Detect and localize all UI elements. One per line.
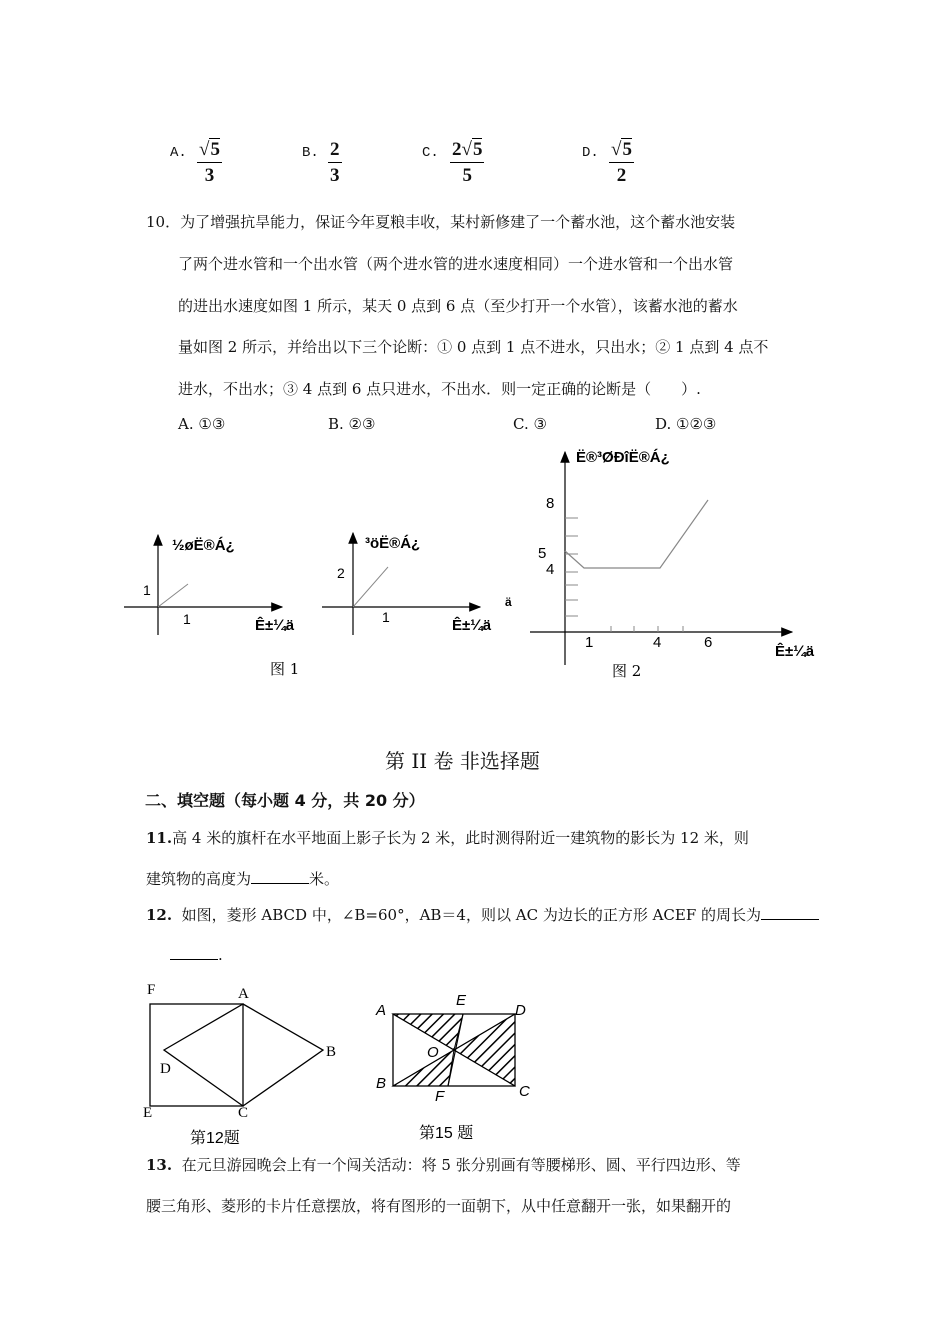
q13-line-1: 13. 在元旦游园晚会上有一个闯关活动：将 5 张分别画有等腰梯形、圆、平行四边形、等 [146, 1156, 741, 1174]
q10-line-5: 进水，不出水；③ 4 点到 6 点只进水，不出水．则一定正确的论断是（ ）. [178, 380, 701, 398]
fig1b-line [353, 567, 388, 607]
fig2-storage-chart [530, 449, 815, 665]
label-E: E [143, 1105, 153, 1121]
q12-line-1: 12. 如图，菱形 ABCD 中，∠B=60°，AB＝4，则以 AC 为边长的正方形 ACEF 的周长为 [146, 905, 819, 925]
label-D: D [515, 1002, 526, 1019]
square-acef [150, 1004, 243, 1106]
label-F: F [435, 1088, 445, 1105]
fig2-x-tick-6: 6 [704, 634, 713, 651]
q10-line-2: 了两个进水管和一个出水管（两个进水管的进水速度相同）一个进水管和一个出水管 [178, 255, 734, 273]
fig1-caption: 图 1 [270, 660, 300, 678]
shaded-region-right [454, 1014, 515, 1086]
geometry-figures [0, 970, 950, 1150]
q13-number: 13. [146, 1156, 173, 1174]
q9-option-b-fraction: $\frac{2}{3}$ [330, 139, 340, 186]
q12-answer-blank-2 [170, 959, 218, 960]
q13-line-2: 腰三角形、菱形的卡片任意摆放，将有图形的一面朝下，从中任意翻开一张，如果翻开的 [146, 1197, 732, 1215]
fig2-y-tick-5: 5 [538, 545, 547, 562]
q11-line-2: 建筑物的高度为 米。 [146, 870, 340, 888]
figure-12-caption: 第12题 [190, 1130, 240, 1147]
q10-option-b: B. ②③ [328, 415, 376, 433]
q10-option-a: A. ①③ [178, 415, 226, 433]
q10-option-c: C. ③ [513, 415, 547, 433]
q10-line-3: 的进出水速度如图 1 所示，某天 0 点到 6 点（至少打开一个水管），该蓄水池的蓄水 [178, 297, 738, 315]
label-A: A [238, 986, 249, 1002]
label-D: D [160, 1061, 171, 1077]
fig1a-x-label: Ê±¼ä [255, 617, 295, 634]
q11-answer-blank [251, 883, 309, 884]
label-E: E [456, 992, 467, 1009]
label-F: F [147, 982, 156, 998]
fig1a-inflow-chart [124, 535, 295, 635]
label-A: A [376, 1002, 387, 1019]
fig2-storage-line [565, 500, 708, 568]
fig1b-stray-glyph: ä [505, 595, 512, 609]
fig2-x-tick-4: 4 [653, 634, 662, 651]
q9-option-b-letter: B. [302, 145, 319, 161]
q9-option-d-letter: D. [582, 145, 599, 161]
fig1a-x-tick: 1 [183, 611, 191, 627]
q9-option-d-fraction: $\frac{√5}{2}$ [611, 139, 632, 186]
q12-line-2: . [170, 945, 223, 965]
q10-option-d: D. ①②③ [655, 415, 717, 433]
fig2-caption: 图 2 [612, 662, 642, 680]
fig1a-y-label: ½øË®Á¿ [172, 537, 235, 554]
fig2-x-label: Ê±¼ä [775, 643, 815, 660]
q11-number: 11. [146, 829, 173, 847]
figure-12-rhombus-square [143, 982, 336, 1147]
part-ii-title: 第 II 卷 非选择题 [385, 749, 540, 773]
fig1a-y-tick: 1 [143, 582, 151, 598]
fig2-y-label: Ë®³ØÐîË®Á¿ [576, 449, 670, 466]
fig1b-y-label: ³öË®Á¿ [365, 535, 421, 552]
fig2-y-tick-4: 4 [546, 561, 555, 578]
label-B: B [326, 1044, 337, 1060]
q10-figures [0, 440, 950, 690]
q11-line-1: 11.高 4 米的旗杆在水平地面上影子长为 2 米，此时测得附近一建筑物的影长为 12 米，则 [146, 829, 749, 847]
q9-option-c-fraction: $\frac{2√5}{5}$ [452, 139, 483, 186]
figure-15-rectangle [375, 992, 530, 1142]
label-B: B [376, 1075, 387, 1092]
fig2-y-tick-8: 8 [546, 495, 555, 512]
fig1b-x-tick: 1 [382, 609, 390, 625]
fig1b-outflow-chart [322, 533, 512, 635]
label-O: O [427, 1044, 439, 1061]
q9-option-a-fraction: $\frac{√5}{3}$ [199, 139, 220, 186]
fig1a-line [158, 584, 188, 607]
q9-option-a-letter: A. [170, 145, 187, 161]
label-C: C [238, 1105, 249, 1121]
q12-number: 12. [146, 906, 173, 924]
fig2-x-tick-1: 1 [585, 634, 594, 651]
q12-answer-blank-1 [761, 919, 819, 920]
label-C: C [519, 1083, 530, 1100]
fig1b-x-label: Ê±¼ä [452, 617, 492, 634]
q9-option-c-letter: C. [422, 145, 439, 161]
q10-line-4: 量如图 2 所示，并给出以下三个论断：① 0 点到 1 点不进水，只出水；② 1 点到 4 点不 [178, 338, 769, 356]
q10-line-1: 10．为了增强抗旱能力，保证今年夏粮丰收，某村新修建了一个蓄水池，这个蓄水池安装 [146, 213, 736, 231]
fill-blank-section-heading: 二、填空题（每小题 4 分，共 20 分） [145, 791, 425, 810]
fig1b-y-tick: 2 [337, 565, 345, 581]
figure-15-caption: 第15 题 [419, 1125, 474, 1142]
